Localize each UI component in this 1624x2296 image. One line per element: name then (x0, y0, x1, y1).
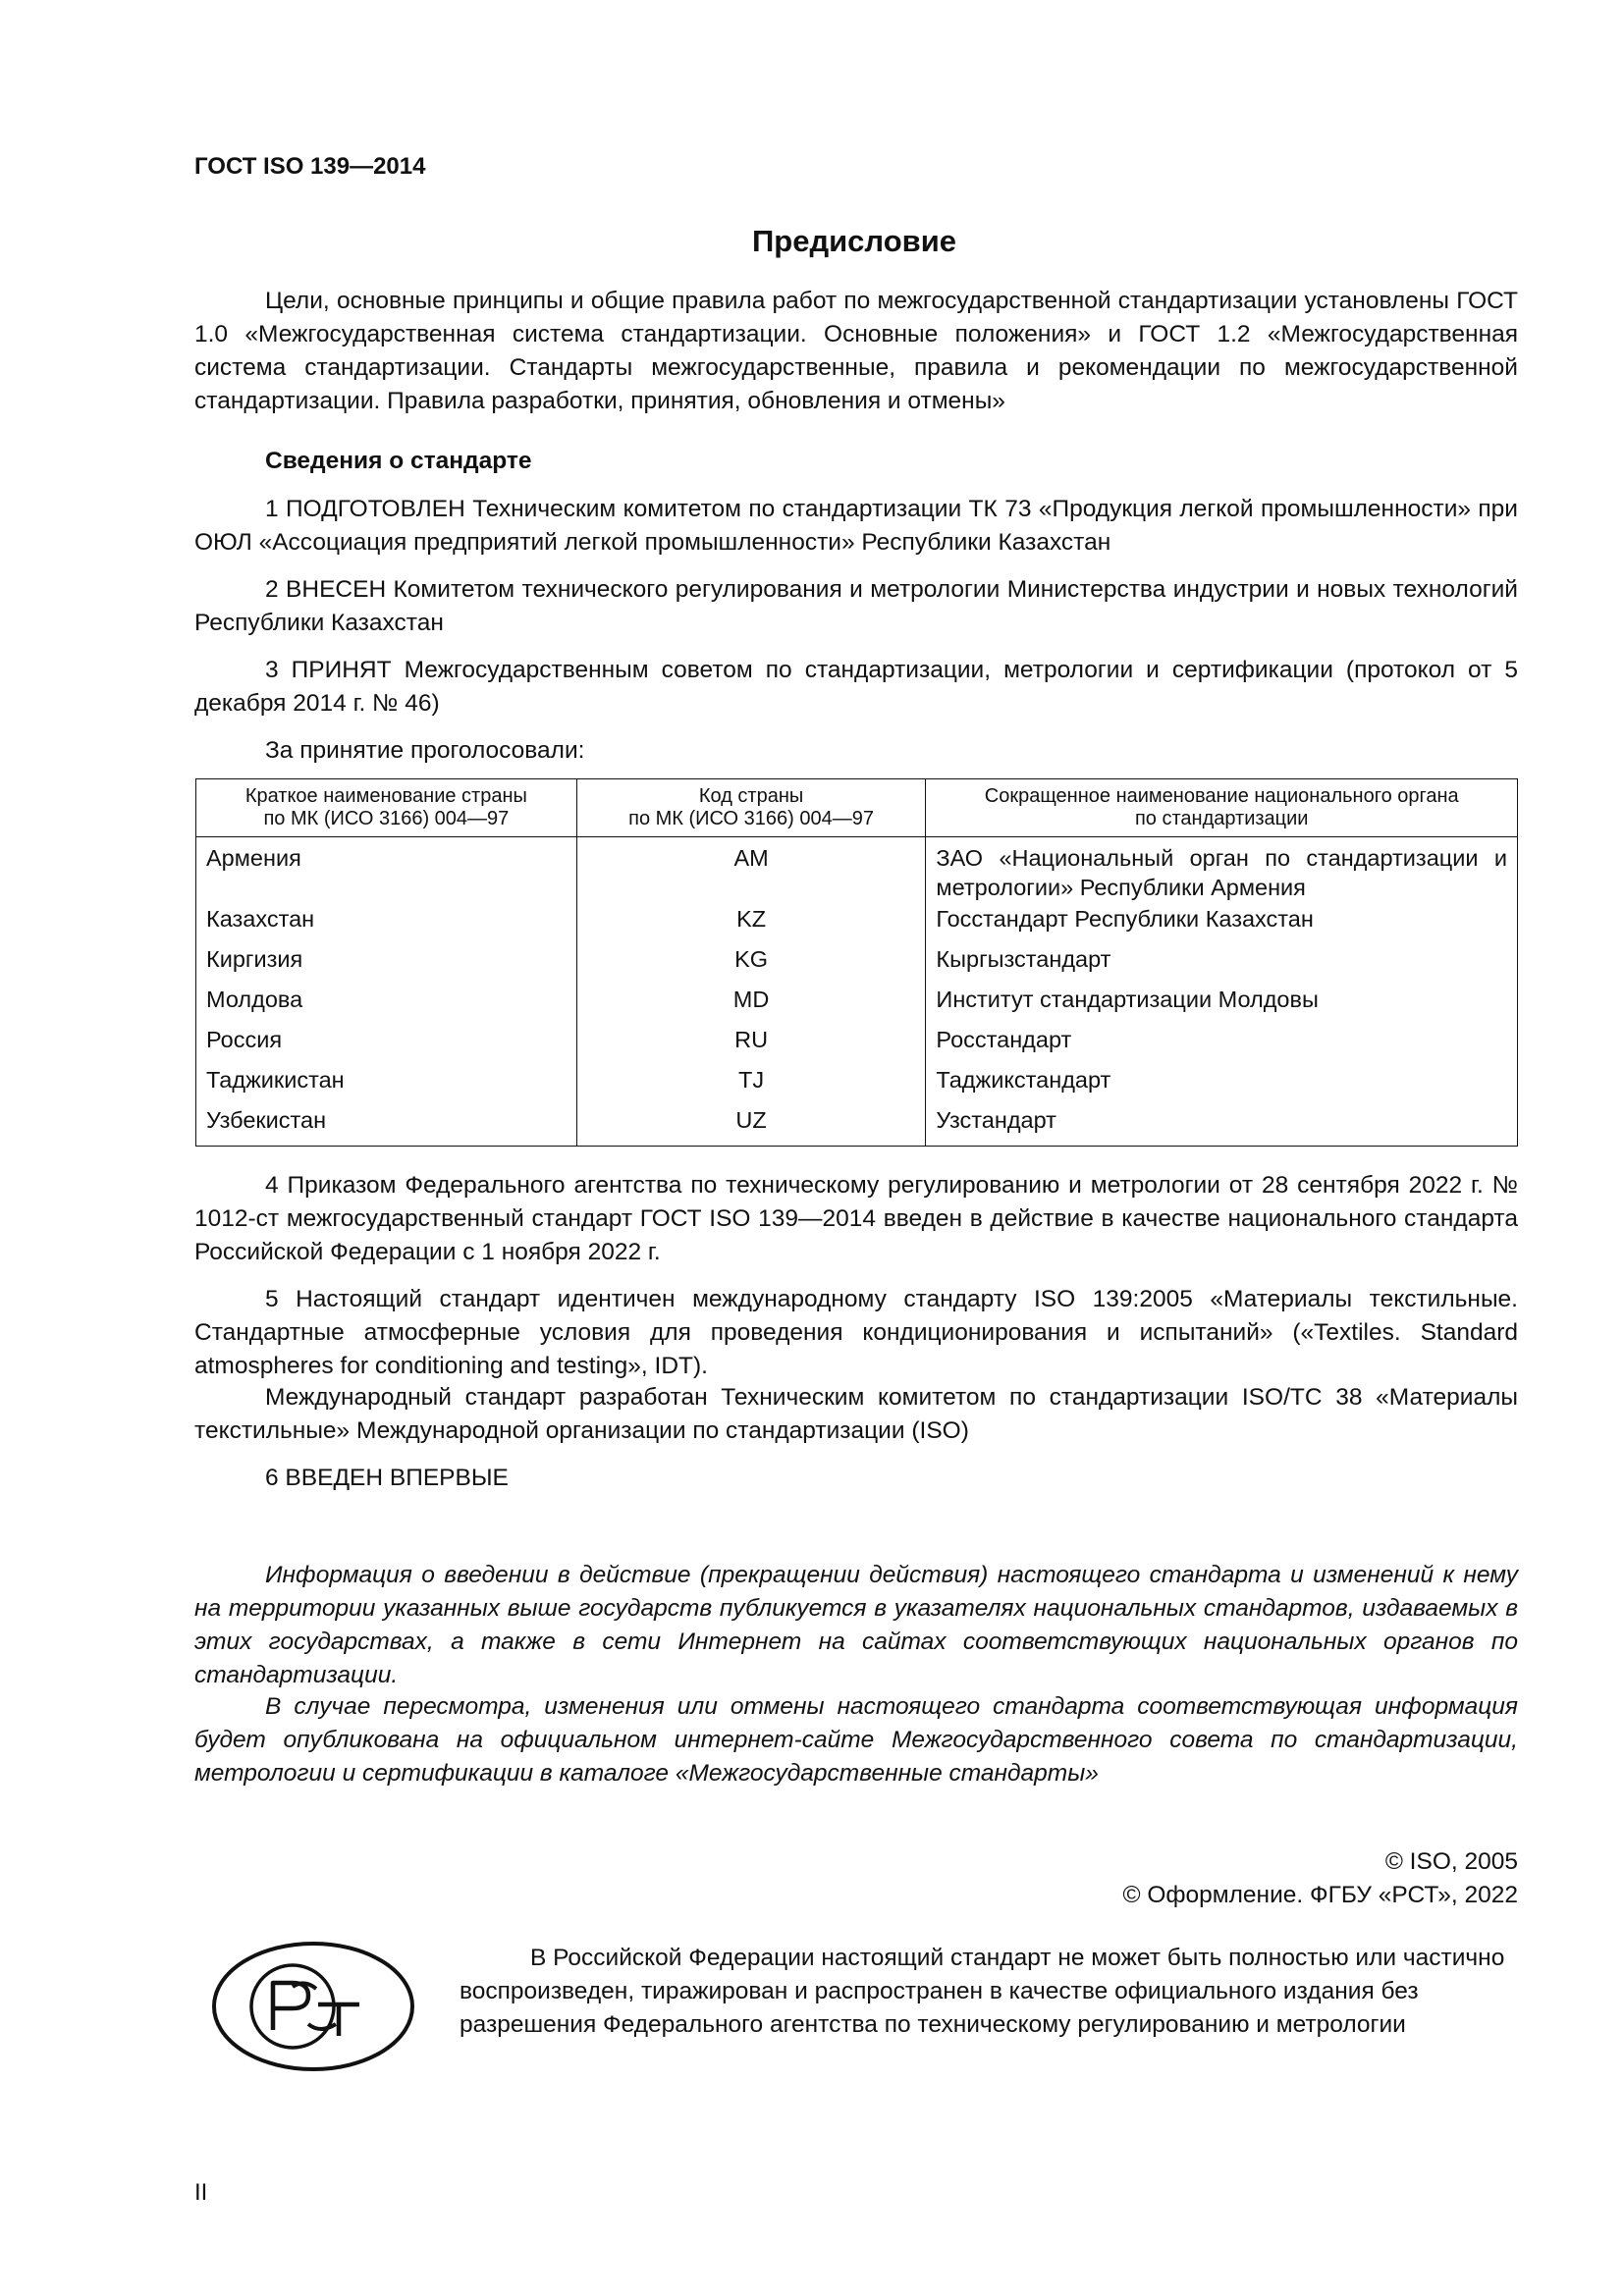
item-6: 6 ВВЕДЕН ВПЕРВЫЕ (265, 1465, 509, 1491)
body-cell: Кыргызстандарт (926, 944, 1518, 985)
info-heading: Сведения о стандарте (265, 448, 532, 474)
table-row (196, 1105, 1518, 1147)
code-cell: KZ (576, 904, 926, 944)
body-cell: ЗАО «Национальный орган по стандартизации и метрологии» Республики Армения (926, 837, 1518, 905)
voted-label: За принятие проголосовали: (265, 737, 585, 764)
info-note-2: В случае пересмотра, изменения или отмены настоящего стандарта соответствующая информация будет опубликована на официальном интернет-сайте Межгосударственного совета по стандартизации, метрологии и сертификации в каталоге «Межгосударственные стандарты» (194, 1693, 1518, 1787)
copyright-rst: © Оформление. ФГБУ «РСТ», 2022 (1122, 1882, 1518, 1908)
page-title: Предисловие (751, 224, 956, 258)
code-cell: TJ (576, 1065, 926, 1105)
table-row (196, 1025, 1518, 1065)
country-cell: Казахстан (196, 904, 577, 944)
header-country-line2: по МК (ИСО 3166) 004—97 (263, 808, 510, 829)
body-cell: Таджикстандарт (926, 1065, 1518, 1105)
item-1: 1 ПОДГОТОВЛЕН Техническим комитетом по стандартизации ТК 73 «Продукция легкой промышленности» при ОЮЛ «Ассоциация предприятий легкой промышленности» Республики Казахстан (194, 496, 1518, 556)
item-2: 2 ВНЕСЕН Комитетом технического регулирования и метрологии Министерства индустрии и новых технологий Республики Казахстан (194, 576, 1518, 636)
table-row (196, 944, 1518, 985)
country-cell: Киргизия (196, 944, 577, 985)
item-5-note: Международный стандарт разработан Техническим комитетом по стандартизации ISO/TC 38 «Материалы текстильные» Международной организации по стандартизации (ISO) (194, 1384, 1518, 1444)
header-country (196, 779, 577, 837)
code-cell: RU (576, 1025, 926, 1065)
item-4: 4 Приказом Федерального агентства по техническому регулированию и метрологии от 28 сентября 2022 г. № 1012-ст межгосударственный стандарт ГОСТ ISO 139—2014 введен в действие в качестве национального стандарта Российской Федерации с 1 ноября 2022 г. (194, 1172, 1518, 1265)
table-header-row (196, 779, 1518, 837)
header-code-line2: по МК (ИСО 3166) 004—97 (628, 808, 874, 829)
code-cell: AM (576, 837, 926, 905)
table-row (196, 1065, 1518, 1105)
country-cell: Молдова (196, 985, 577, 1025)
country-cell: Россия (196, 1025, 577, 1065)
document-header: ГОСТ ISO 139—2014 (194, 153, 426, 180)
header-code-line1: Код страны (698, 785, 804, 807)
voting-table (195, 778, 1518, 1147)
restriction-notice: В Российской Федерации настоящий стандарт не может быть полностью или частично воспроизведен, тиражирован и распространен в качестве официального издания без разрешения Федерального агентства по техническому регулированию и метрологии (460, 1945, 1505, 2038)
code-cell: MD (576, 985, 926, 1025)
header-country-line1: Краткое наименование страны (244, 785, 527, 807)
copyright-iso: © ISO, 2005 (1384, 1848, 1518, 1875)
header-body (926, 779, 1518, 837)
info-note-1: Информация о введении в действие (прекращении действия) настоящего стандарта и изменений к нему на территории указанных выше государств публикуется в указателях национальных стандартов, издаваемых в этих государствах, а также в сети Интернет на сайтах соответствующих национальных органов по стандартизации. (194, 1562, 1518, 1688)
intro-paragraph: Цели, основные принципы и общие правила работ по межгосударственной стандартизации установлены ГОСТ 1.0 «Межгосударственная система стандартизации. Основные положения» и ГОСТ 1.2 «Межгосударственная система стандартизации. Стандарты межгосударственные, правила и рекомендации по межгосударственной стандартизации. Правила разработки, принятия, обновления и отмены» (194, 288, 1518, 414)
item-5: 5 Настоящий стандарт идентичен международному стандарту ISO 139:2005 «Материалы текстильные. Стандартные атмосферные условия для проведения кондиционирования и испытаний» («Textiles. Standard atmospheres for conditioning and testing», IDT). (194, 1286, 1518, 1379)
page-number: II (194, 2179, 208, 2206)
table-row (196, 985, 1518, 1025)
item-3: 3 ПРИНЯТ Межгосударственным советом по стандартизации, метрологии и сертификации (протокол от 5 декабря 2014 г. № 46) (194, 657, 1518, 717)
body-cell: Госстандарт Республики Казахстан (926, 904, 1518, 944)
rst-logo-icon (210, 1940, 416, 2073)
country-cell: Таджикистан (196, 1065, 577, 1105)
header-body-line1: Сокращенное наименование национального органа (984, 785, 1459, 807)
country-cell: Узбекистан (196, 1105, 577, 1147)
body-cell: Узстандарт (926, 1105, 1518, 1147)
country-cell: Армения (196, 837, 577, 905)
table-row (196, 904, 1518, 944)
body-cell: Росстандарт (926, 1025, 1518, 1065)
header-body-line2: по стандартизации (1134, 808, 1309, 829)
body-cell: Институт стандартизации Молдовы (926, 985, 1518, 1025)
table-row (196, 837, 1518, 905)
header-code (576, 779, 926, 837)
code-cell: KG (576, 944, 926, 985)
code-cell: UZ (576, 1105, 926, 1147)
